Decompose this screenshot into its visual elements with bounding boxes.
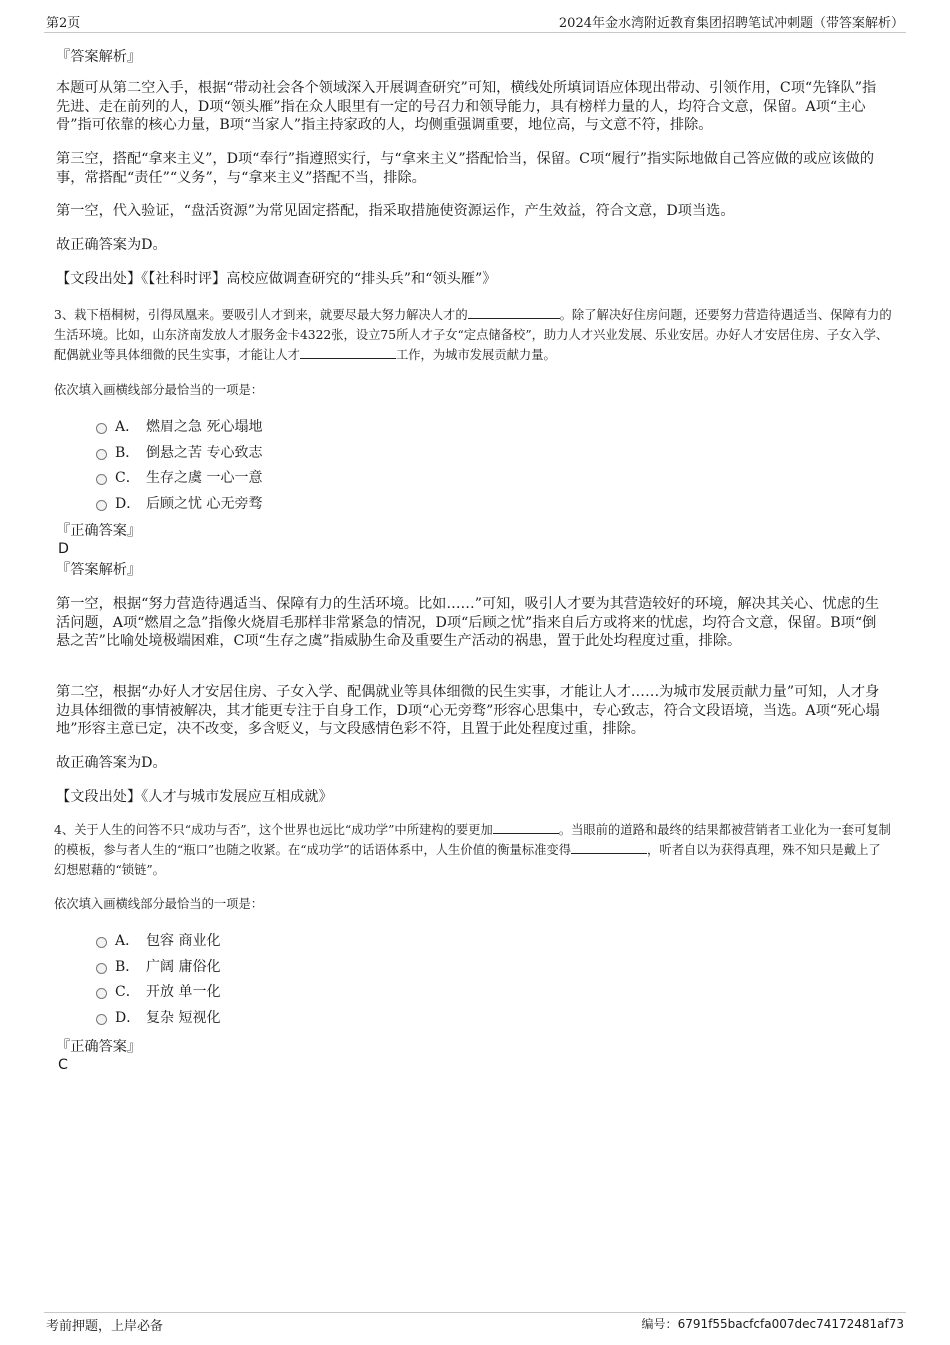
q3-option-d[interactable]: D． 后顾之忧 心无旁骛: [56, 494, 456, 520]
q3-analysis-para-1: 第一空，根据“努力营造待遇适当、保障有力的生活环境。比如……”可知，吸引人才要为其营造较好的环境，解决其关心、忧虑的生活问题，A项“燃眉之急”指像火烧眉毛那样非常紧急的情况，D项“后顾之忧”指来自后方或将来的忧虑，均符合文意，保留。B项“倒悬之苦”比喻处境极端困难，C项“生存之虞”指威胁生命及重要生产活动的祸患，置于此处均程度过重，排除。: [56, 596, 880, 649]
footer-slogan: 考前押题，上岸必备: [46, 1319, 164, 1334]
q4-option-b[interactable]: B． 广阔 庸俗化: [56, 957, 456, 983]
q3-answer-label: 『正确答案』: [56, 523, 142, 539]
q2-conclusion: 故正确答案为D。: [56, 237, 167, 253]
q3-conclusion: 故正确答案为D。: [56, 755, 167, 771]
radio-button[interactable]: [96, 988, 107, 999]
q2-analysis-label: 『答案解析』: [56, 49, 142, 65]
q3-answer: D: [58, 541, 69, 557]
q3-option-b[interactable]: B． 倒悬之苦 专心致志: [56, 443, 456, 469]
q4-option-c[interactable]: C． 开放 单一化: [56, 982, 456, 1008]
q2-analysis-para-2: 第三空，搭配“拿来主义”，D项“奉行”指遵照实行，与“拿来主义”搭配恰当，保留。C项“履行”指实际地做自己答应做的或应该做的事，常搭配“责任”“义务”，与“拿来主义”搭配不当，排除。: [56, 151, 875, 186]
blank-underline: [468, 306, 560, 319]
q2-analysis-para-1: 本题可从第二空入手，根据“带动社会各个领域深入开展调查研究”可知，横线处所填词语应体现出带动、引领作用，C项“先锋队”指先进、走在前列的人，D项“领头雁”指在众人眼里有一定的号召力和领导能力，具有榜样力量的人，均符合文意，保留。A项“主心骨”指可依靠的核心力量，B项“当家人”指主持家政的人，均侧重强调重要，地位高，与文意不符，排除。: [56, 80, 877, 133]
page-footer: [44, 1312, 906, 1333]
blank-underline: [493, 821, 559, 834]
document-title: 2024年金水湾附近教育集团招聘笔试冲刺题（带答案解析）: [558, 16, 904, 31]
q4-option-a[interactable]: A． 包容 商业化: [56, 931, 456, 957]
page-header: [44, 12, 906, 33]
q4-answer: C: [58, 1057, 68, 1073]
page-number: 第2页: [46, 16, 81, 31]
radio-button[interactable]: [96, 1014, 107, 1025]
q2-analysis-para-3: 第一空，代入验证，“盘活资源”为常见固定搭配，指采取措施使资源运作，产生效益，符合文意，D项当选。: [56, 203, 735, 219]
q4-stem: 4、关于人生的问答不只“成功与否”，这个世界也远比“成功学”中所建构的要更加 。当眼前的道路和最终的结果都被营销者工业化为一套可复制的模板，参与者人生的“瓶口”也随之收紧。在“成功学”的话语体系中，人生价值的衡量标准变得 ，听者自以为获得真理，殊不知只是戴上了幻想慰藉的“锁链”。: [54, 823, 891, 877]
q4-option-d[interactable]: D． 复杂 短视化: [56, 1008, 456, 1034]
q3-stem: 3、栽下梧桐树，引得凤凰来。要吸引人才到来，就要尽最大努力解决人才的 。除了解决好住房问题，还要努力营造待遇适当、保障有力的生活环境。比如，山东济南发放人才服务金卡4322张，设立75所人才子女“定点储备校”，助力人才兴业发展、乐业安居。办好人才安居住房、子女入学、配偶就业等具体细微的民生实事，才能让人才 工作，为城市发展贡献力量。: [54, 308, 892, 362]
q2-source: 【文段出处】《【社科时评】高校应做调查研究的“排头兵”和“领头雁”》: [56, 271, 497, 287]
q3-option-a[interactable]: A． 燃眉之急 死心塌地: [56, 417, 456, 443]
q3-option-c[interactable]: C． 生存之虞 一心一意: [56, 468, 456, 494]
radio-button[interactable]: [96, 963, 107, 974]
q3-analysis-label: 『答案解析』: [56, 562, 142, 578]
q4-prompt: 依次填入画横线部分最恰当的一项是：: [54, 897, 264, 911]
radio-button[interactable]: [96, 937, 107, 948]
q4-options: [56, 931, 456, 1033]
radio-button[interactable]: [96, 449, 107, 460]
blank-underline: [571, 841, 647, 854]
blank-underline: [300, 346, 396, 359]
radio-button[interactable]: [96, 423, 107, 434]
q3-analysis-para-2: 第二空，根据“办好人才安居住房、子女入学、配偶就业等具体细微的民生实事，才能让人才……为城市发展贡献力量”可知，人才身边具体细微的事情被解决，其才能更专注于自身工作，D项“心无旁骛”形容心思集中，专心致志，符合文段语境，当选。A项“死心塌地”形容主意已定，决不改变，多含贬义，与文段感情色彩不符，且置于此处程度过重，排除。: [56, 684, 880, 737]
radio-button[interactable]: [96, 474, 107, 485]
q3-options: [56, 417, 456, 519]
q3-source: 【文段出处】《人才与城市发展应互相成就》: [56, 789, 333, 805]
q4-answer-label: 『正确答案』: [56, 1039, 142, 1055]
radio-button[interactable]: [96, 500, 107, 511]
q3-prompt: 依次填入画横线部分最恰当的一项是：: [54, 383, 264, 397]
document-code: 编号：6791f55bacfcfa007dec74172481af73: [641, 1317, 904, 1331]
